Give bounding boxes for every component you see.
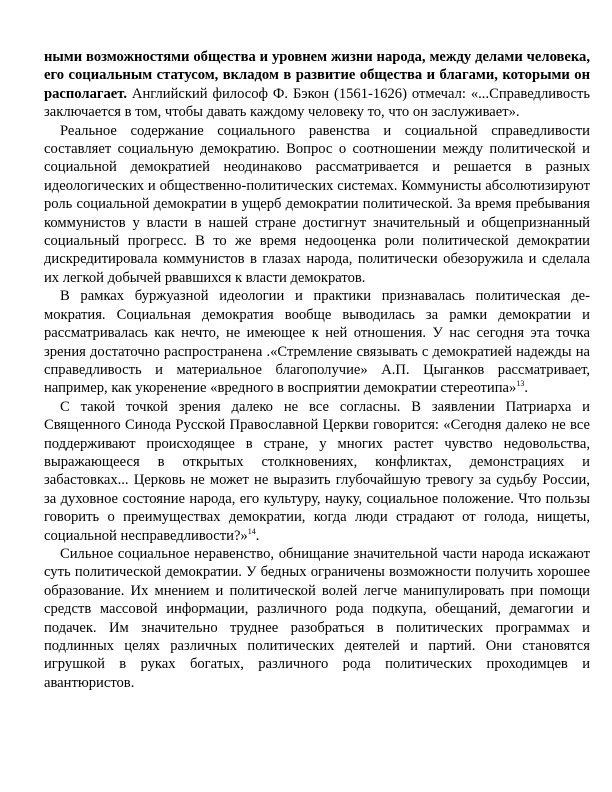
paragraph-5 xyxy=(44,545,590,692)
footnote-ref-13: 13 xyxy=(516,379,525,389)
document-page xyxy=(44,48,590,692)
footnote-ref-14: 14 xyxy=(247,526,256,536)
paragraph-3 xyxy=(44,287,590,397)
paragraph-4-end: . xyxy=(255,527,260,544)
bold-definition-text: ными возможностями общества и уровнем жизни народа, между делами человека, его социальным статусом, вкладом в развитие общества и благами, которыми он располагает. xyxy=(44,49,590,102)
church-statement-text: С такой точкой зрения далеко не все согласны. В заявлении Патриарха и Священного Синода Русской Православной Церкви говорится: «Сегодня далеко не все поддерживают происходящее в стране, у многих растет чувство недовольства, выражающееся в открытых столкновениях, конфликтах, демонстрациях и забастовках... Церковь не может не выразить глубочайшую тревогу за судьбу России, за духовное состояние народа, его культуру, науку, социальное положение. Что пользы говорить о преимуществах демократии, когда люди страдают от голода, нищеты, социальной несправедливости?» xyxy=(44,398,590,544)
paragraph-2 xyxy=(44,122,590,288)
bourgeois-ideology-text: В рамках буржуазной идеологии и практики признавалась политическая демократия. Социальная демократия вообще выводилась за рамки демократии и рассматривалась как нечто, не имеющее к ней отношения. У нас сегодня эта точка зрения достаточно распространена .«Стремление связывать с демократией надежды на справедливость и материальное благополучие» А.П. Цыганков рассматривает, например, как укоренение «вредного в восприятии демократии стереотипа» xyxy=(44,288,590,397)
paragraph-3-end: . xyxy=(524,380,528,397)
social-inequality-text: Сильное социальное неравенство, обнищание значительной части народа искажают суть политической демократии. У бедных ограничены возможности получить хорошее образование. Их мнением и политической волей легче манипулировать при помощи средств массовой информации, различного рода подкупа, обещаний, демагогии и подачек. Им значительно труднее разобраться в политических программах и подлинных целях различных политических деятелей и партий. Они становятся игрушкой в руках богатых, различного рода политических проходимцев и авантюристов. xyxy=(44,545,590,691)
paragraph-4 xyxy=(44,398,590,545)
social-democracy-text: Реальное содержание социального равенства и социальной справедливости составляет социальную демократию. Вопрос о соотношении между политической и социальной демократией неодинаково рассматривается и решается в разных идеологических и общественно-политических системах. Коммунисты абсолютизируют роль социальной демократии в ущерб демократии политической. За время пребывания коммунистов у власти в нашей стране достигнут значительный и общепризнанный социальный прогресс. В то же время недооценка роли политической демократии дискредитировала коммунистов в глазах народа, политически обезоружила и сделала их легкой добычей рвавшихся к власти демократов. xyxy=(44,122,590,286)
paragraph-1 xyxy=(44,48,590,122)
bacon-quote-text: Английский философ Ф. Бэкон (1561-1626) отмечал: «...Справедливость заключается в том, чтобы давать каждому человеку то, что он заслуживает». xyxy=(44,85,590,121)
